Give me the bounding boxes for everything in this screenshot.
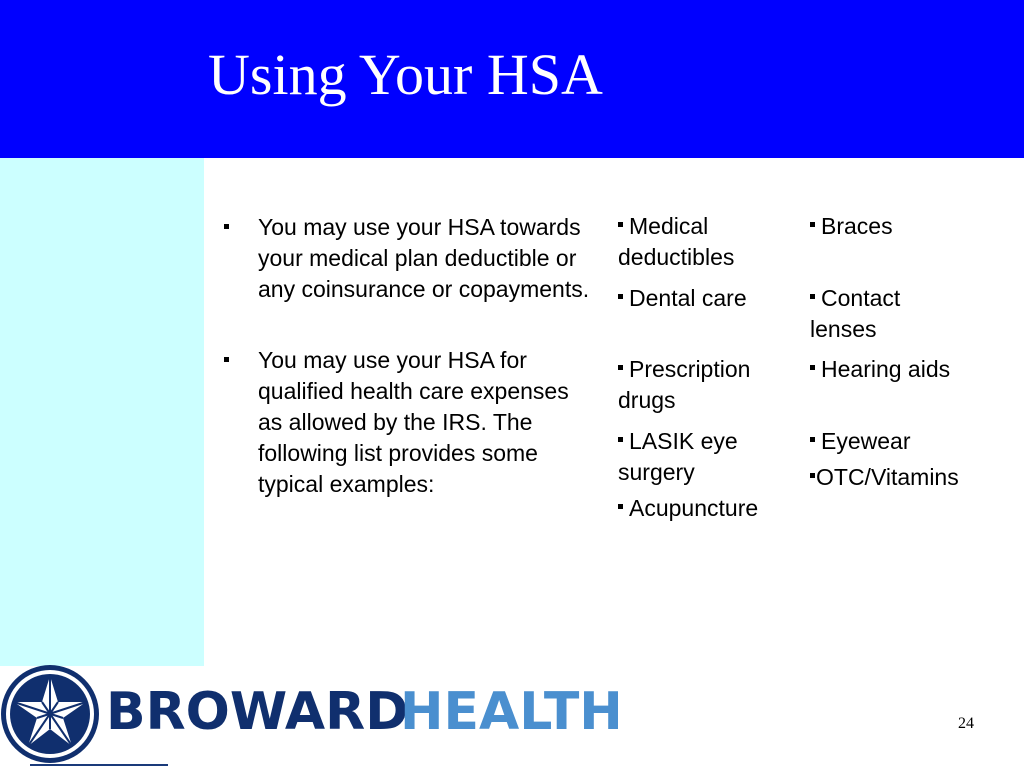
expense-word: LASIK eye [629,428,738,454]
expense-word: drugs [618,387,676,413]
bullet-square-icon [618,294,623,299]
expense-word: surgery [618,459,695,485]
bullet-square-icon [618,437,623,442]
expense-word: lenses [810,316,877,342]
star-icon [1,665,99,763]
slide-title: Using Your HSA [208,42,603,107]
expense-word: Medical [629,213,709,239]
expense-word: Contact [821,285,901,311]
bullet-square-icon [810,294,815,299]
bullet-square-icon [618,504,623,509]
left-accent-panel [0,158,204,666]
expense-item [810,354,950,385]
expense-item [810,426,910,457]
expense-item [618,211,734,273]
bullet-item [220,345,590,500]
bullet-square-icon [224,224,229,229]
expense-item [810,283,900,345]
expense-item [618,354,750,416]
footer-underline [30,764,168,766]
expense-item [618,426,738,488]
bullet-square-icon [810,365,815,370]
bullet-item [220,212,590,305]
bullet-square-icon [618,222,623,227]
bullet-square-icon [224,357,229,362]
bullet-square-icon [618,365,623,370]
bullet-square-icon [810,437,815,442]
expense-label: Braces [821,213,893,239]
expense-word: Prescription [629,356,751,382]
main-bullet-list [220,212,590,540]
expense-label: OTC/Vitamins [816,464,959,490]
bullet-square-icon [810,222,815,227]
brand-name-broward: BROWARD [106,682,409,742]
expense-label: Dental care [629,285,747,311]
expense-label: Hearing aids [821,356,951,382]
expense-item [810,211,893,242]
brand-name-health: HEALTH [400,682,623,742]
page-number: 24 [958,715,974,732]
expense-item [618,283,747,314]
expense-label: Eyewear [821,428,911,454]
bullet-text: You may use your HSA towards your medical plan deductible or any coinsurance or copayments. [258,214,590,302]
expense-word: deductibles [618,244,735,270]
bullet-text: You may use your HSA for qualified health care expenses as allowed by the IRS. The following list provides some typical examples: [258,347,569,497]
expense-item [810,462,959,493]
bullet-square-icon [810,473,815,478]
expense-item [618,493,758,524]
expense-label: Acupuncture [629,495,759,521]
